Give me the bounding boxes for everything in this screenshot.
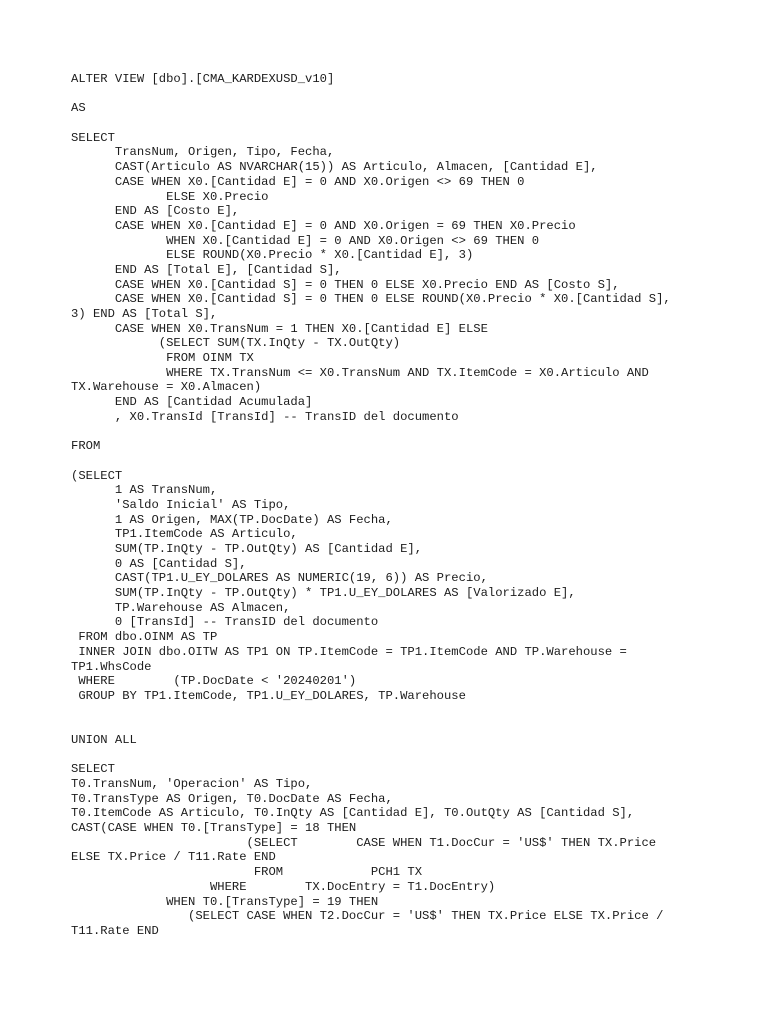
code-line: 1 AS TransNum, <box>71 483 218 498</box>
code-line: CAST(Articulo AS NVARCHAR(15)) AS Articulo, Almacen, [Cantidad E], <box>71 160 598 175</box>
code-line: CASE WHEN X0.[Cantidad E] = 0 AND X0.Origen = 69 THEN X0.Precio <box>71 218 576 233</box>
code-line: INNER JOIN dbo.OITW AS TP1 ON TP.ItemCode = TP1.ItemCode AND TP.Warehouse = <box>71 644 627 659</box>
code-line <box>71 718 751 733</box>
code-line: WHEN T0.[TransType] = 19 THEN <box>71 894 379 909</box>
code-line: T0.TransNum, 'Operacion' AS Tipo, <box>71 777 313 791</box>
code-line: 0 [TransId] -- TransID del documento <box>71 615 379 630</box>
code-line: CASE WHEN X0.[Cantidad S] = 0 THEN 0 ELSE X0.Precio END AS [Costo S], <box>71 277 620 292</box>
code-line: (SELECT SUM(TX.InQty - TX.OutQty) <box>71 336 401 351</box>
code-line: T11.Rate END <box>71 923 159 938</box>
code-line: TX.Warehouse = X0.Almacen) <box>71 380 262 395</box>
code-line: TP1.ItemCode AS Articulo, <box>71 527 298 542</box>
code-line: WHEN X0.[Cantidad E] = 0 AND X0.Origen <> 69 THEN 0 <box>71 233 540 248</box>
code-line: 'Saldo Inicial' AS Tipo, <box>71 497 291 512</box>
code-line: (SELECT CASE WHEN T1.DocCur = 'US$' THEN TX.Price <box>71 835 657 850</box>
code-line: UNION ALL <box>71 732 137 747</box>
code-line: TP.Warehouse AS Almacen, <box>71 600 291 615</box>
code-line: TransNum, Origen, Tipo, Fecha, <box>71 145 335 160</box>
code-line: 0 AS [Cantidad S], <box>71 556 247 571</box>
code-line <box>71 704 751 719</box>
code-line: FROM OINM TX <box>71 351 254 366</box>
code-line: FROM dbo.OINM AS TP <box>71 630 218 645</box>
code-line: SELECT <box>71 130 115 145</box>
code-line: END AS [Costo E], <box>71 204 240 219</box>
code-line: , X0.TransId [TransId] -- TransID del documento <box>71 409 459 424</box>
code-line: 3) END AS [Total S], <box>71 307 218 321</box>
code-line: CASE WHEN X0.[Cantidad E] = 0 AND X0.Origen <> 69 THEN 0 <box>71 174 525 189</box>
code-line <box>71 454 751 469</box>
code-line: FROM <box>71 439 101 454</box>
code-line: SUM(TP.InQty - TP.OutQty) * TP1.U_EY_DOLARES AS [Valorizado E], <box>71 586 576 601</box>
code-line: AS <box>71 101 86 116</box>
code-line: END AS [Total E], [Cantidad S], <box>71 262 342 277</box>
code-line: END AS [Cantidad Acumulada] <box>71 395 313 410</box>
code-line: (SELECT CASE WHEN T2.DocCur = 'US$' THEN TX.Price ELSE TX.Price / <box>71 909 664 924</box>
code-line <box>71 87 751 102</box>
code-line: ELSE ROUND(X0.Precio * X0.[Cantidad E], 3) <box>71 248 474 263</box>
code-line: CAST(CASE WHEN T0.[TransType] = 18 THEN <box>71 821 357 836</box>
code-line: WHERE TX.TransNum <= X0.TransNum AND TX.ItemCode = X0.Articulo AND <box>71 365 649 380</box>
code-line: T0.TransType AS Origen, T0.DocDate AS Fecha, <box>71 791 393 806</box>
code-line: CASE WHEN X0.TransNum = 1 THEN X0.[Cantidad E] ELSE <box>71 321 488 336</box>
code-line: ALTER VIEW [dbo].[CMA_KARDEXUSD_v10] <box>71 72 335 86</box>
code-line: 1 AS Origen, MAX(TP.DocDate) AS Fecha, <box>71 512 393 527</box>
code-line: CASE WHEN X0.[Cantidad S] = 0 THEN 0 ELSE ROUND(X0.Precio * X0.[Cantidad S], <box>71 292 671 307</box>
code-line: SELECT <box>71 762 115 777</box>
code-line: SUM(TP.InQty - TP.OutQty) AS [Cantidad E], <box>71 542 423 556</box>
code-line <box>71 748 751 763</box>
code-line: GROUP BY TP1.ItemCode, TP1.U_EY_DOLARES, TP.Warehouse <box>71 688 466 703</box>
code-line: ELSE X0.Precio <box>71 189 269 204</box>
code-line: WHERE TX.DocEntry = T1.DocEntry) <box>71 879 496 894</box>
code-line: ELSE TX.Price / T11.Rate END <box>71 850 276 865</box>
sql-code-block <box>71 72 751 939</box>
code-line: FROM PCH1 TX <box>71 865 423 880</box>
code-line <box>71 116 751 131</box>
code-line: T0.ItemCode AS Articulo, T0.InQty AS [Cantidad E], T0.OutQty AS [Cantidad S], <box>71 806 635 821</box>
code-line: TP1.WhsCode <box>71 659 152 674</box>
code-line: CAST(TP1.U_EY_DOLARES AS NUMERIC(19, 6)) AS Precio, <box>71 571 488 586</box>
code-line <box>71 425 751 440</box>
code-line: (SELECT <box>71 468 123 483</box>
code-line: WHERE (TP.DocDate < '20240201') <box>71 674 357 689</box>
